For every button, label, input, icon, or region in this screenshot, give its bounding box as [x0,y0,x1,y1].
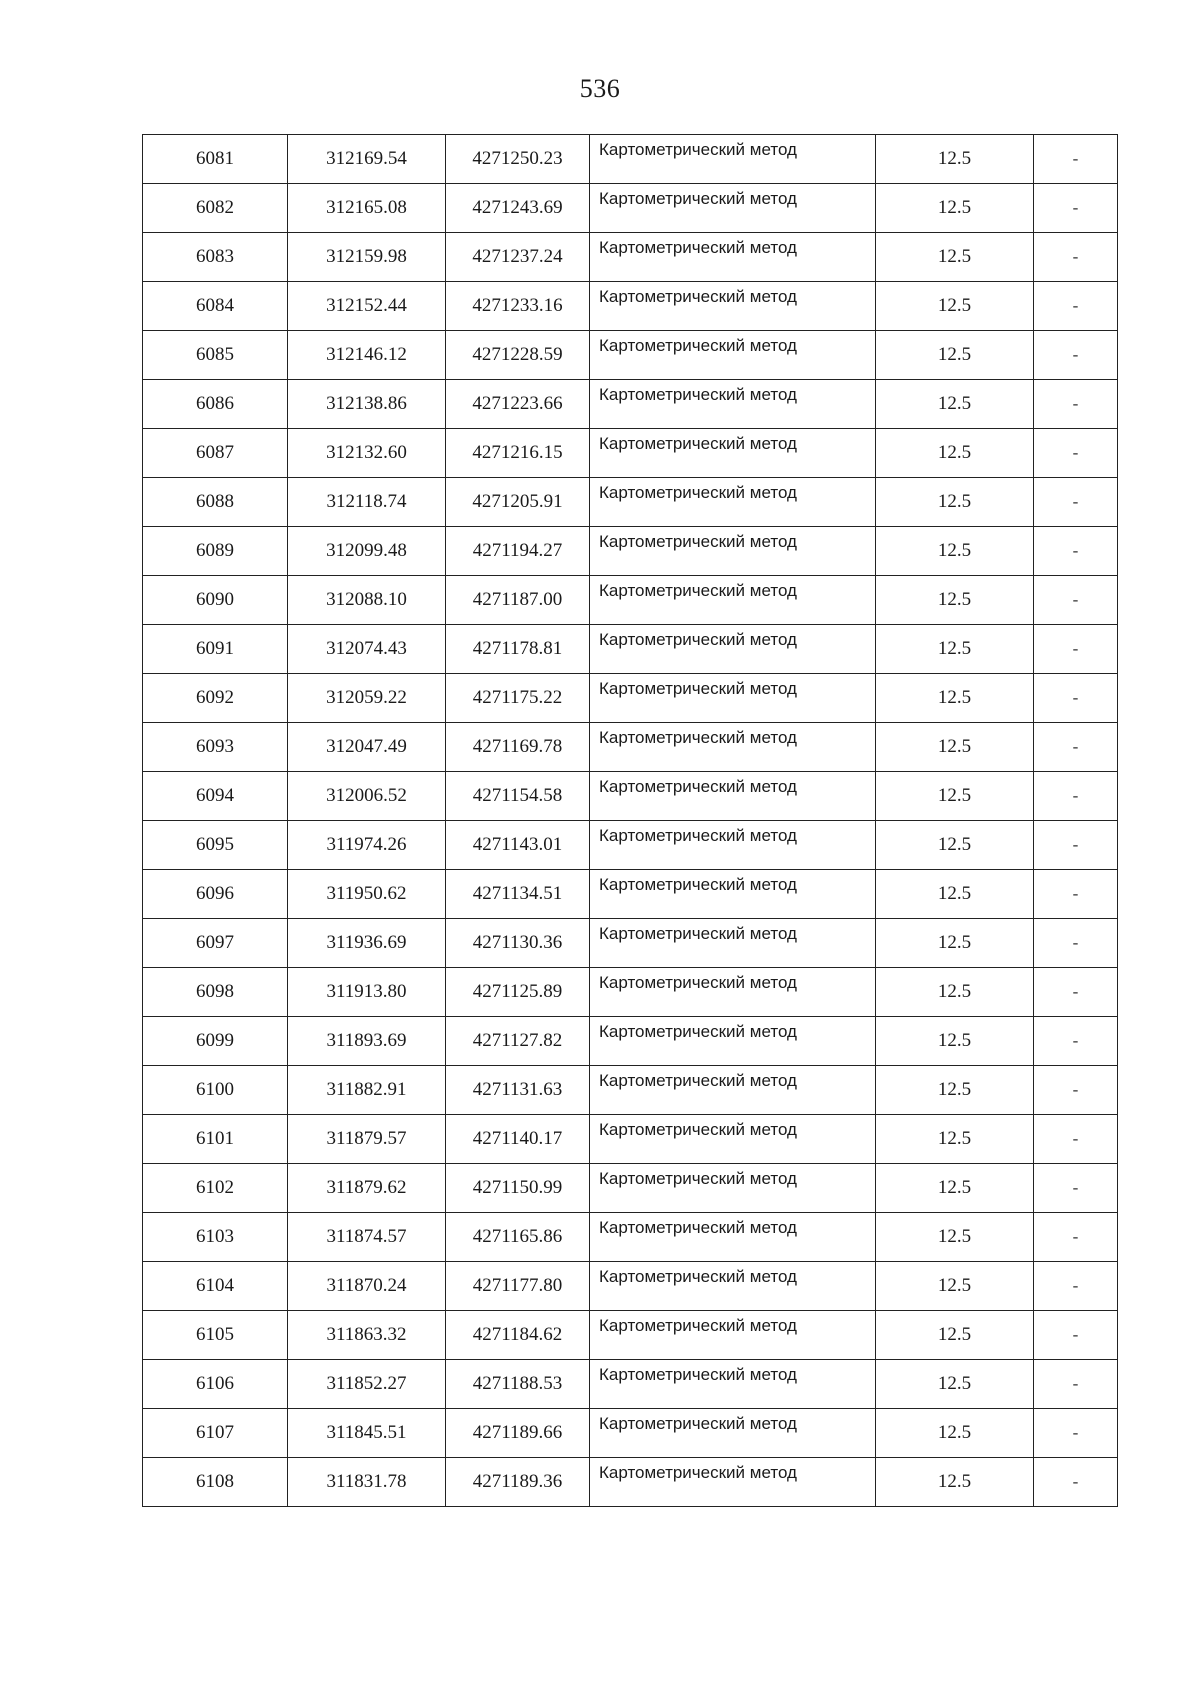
method-cell: Картометрический метод [590,527,876,576]
method-cell: Картометрический метод [590,1017,876,1066]
point-number-cell: 6091 [143,625,288,674]
accuracy-cell: 12.5 [876,968,1034,1017]
x-coordinate-cell: 312138.86 [288,380,446,429]
x-coordinate-cell: 311831.78 [288,1458,446,1507]
y-coordinate-cell: 4271233.16 [446,282,590,331]
accuracy-cell: 12.5 [876,821,1034,870]
y-coordinate-cell: 4271216.15 [446,429,590,478]
accuracy-cell: 12.5 [876,674,1034,723]
table-row [143,1360,1118,1409]
accuracy-cell: 12.5 [876,184,1034,233]
method-cell: Картометрический метод [590,1262,876,1311]
accuracy-cell: 12.5 [876,1458,1034,1507]
accuracy-cell: 12.5 [876,478,1034,527]
point-number-cell: 6103 [143,1213,288,1262]
method-cell: Картометрический метод [590,380,876,429]
accuracy-cell: 12.5 [876,576,1034,625]
accuracy-cell: 12.5 [876,331,1034,380]
y-coordinate-cell: 4271189.66 [446,1409,590,1458]
point-number-cell: 6083 [143,233,288,282]
note-cell: - [1034,1213,1118,1262]
y-coordinate-cell: 4271187.00 [446,576,590,625]
method-cell: Картометрический метод [590,1164,876,1213]
x-coordinate-cell: 311879.62 [288,1164,446,1213]
method-cell: Картометрический метод [590,135,876,184]
table-row [143,1262,1118,1311]
table-row [143,1409,1118,1458]
point-number-cell: 6090 [143,576,288,625]
point-number-cell: 6089 [143,527,288,576]
note-cell: - [1034,1066,1118,1115]
table-row [143,1164,1118,1213]
table-row [143,1115,1118,1164]
note-cell: - [1034,1311,1118,1360]
accuracy-cell: 12.5 [876,282,1034,331]
note-cell: - [1034,1262,1118,1311]
x-coordinate-cell: 311913.80 [288,968,446,1017]
table-row [143,380,1118,429]
method-cell: Картометрический метод [590,429,876,478]
y-coordinate-cell: 4271243.69 [446,184,590,233]
table-row [143,674,1118,723]
x-coordinate-cell: 311879.57 [288,1115,446,1164]
note-cell: - [1034,282,1118,331]
note-cell: - [1034,821,1118,870]
x-coordinate-cell: 311882.91 [288,1066,446,1115]
y-coordinate-cell: 4271130.36 [446,919,590,968]
table-row [143,576,1118,625]
point-number-cell: 6084 [143,282,288,331]
method-cell: Картометрический метод [590,919,876,968]
point-number-cell: 6097 [143,919,288,968]
y-coordinate-cell: 4271131.63 [446,1066,590,1115]
table-row [143,1458,1118,1507]
x-coordinate-cell: 311870.24 [288,1262,446,1311]
x-coordinate-cell: 311936.69 [288,919,446,968]
method-cell: Картометрический метод [590,1066,876,1115]
table-row [143,1017,1118,1066]
accuracy-cell: 12.5 [876,1017,1034,1066]
y-coordinate-cell: 4271184.62 [446,1311,590,1360]
method-cell: Картометрический метод [590,282,876,331]
y-coordinate-cell: 4271250.23 [446,135,590,184]
point-number-cell: 6087 [143,429,288,478]
method-cell: Картометрический метод [590,1115,876,1164]
accuracy-cell: 12.5 [876,723,1034,772]
accuracy-cell: 12.5 [876,870,1034,919]
y-coordinate-cell: 4271205.91 [446,478,590,527]
note-cell: - [1034,576,1118,625]
x-coordinate-cell: 312132.60 [288,429,446,478]
table-row [143,625,1118,674]
x-coordinate-cell: 312074.43 [288,625,446,674]
method-cell: Картометрический метод [590,1458,876,1507]
point-number-cell: 6107 [143,1409,288,1458]
y-coordinate-cell: 4271177.80 [446,1262,590,1311]
note-cell: - [1034,1409,1118,1458]
point-number-cell: 6081 [143,135,288,184]
point-number-cell: 6088 [143,478,288,527]
note-cell: - [1034,968,1118,1017]
table-row [143,135,1118,184]
note-cell: - [1034,1458,1118,1507]
x-coordinate-cell: 312159.98 [288,233,446,282]
table-row [143,870,1118,919]
point-number-cell: 6100 [143,1066,288,1115]
y-coordinate-cell: 4271175.22 [446,674,590,723]
note-cell: - [1034,135,1118,184]
method-cell: Картометрический метод [590,1213,876,1262]
note-cell: - [1034,184,1118,233]
note-cell: - [1034,429,1118,478]
note-cell: - [1034,233,1118,282]
y-coordinate-cell: 4271125.89 [446,968,590,1017]
x-coordinate-cell: 312146.12 [288,331,446,380]
method-cell: Картометрический метод [590,772,876,821]
y-coordinate-cell: 4271223.66 [446,380,590,429]
accuracy-cell: 12.5 [876,1311,1034,1360]
point-number-cell: 6092 [143,674,288,723]
y-coordinate-cell: 4271154.58 [446,772,590,821]
table-row [143,723,1118,772]
note-cell: - [1034,919,1118,968]
x-coordinate-cell: 311863.32 [288,1311,446,1360]
coordinates-table [142,134,1118,1507]
x-coordinate-cell: 312152.44 [288,282,446,331]
point-number-cell: 6108 [143,1458,288,1507]
x-coordinate-cell: 312059.22 [288,674,446,723]
x-coordinate-cell: 312169.54 [288,135,446,184]
x-coordinate-cell: 311852.27 [288,1360,446,1409]
point-number-cell: 6104 [143,1262,288,1311]
table-row [143,331,1118,380]
y-coordinate-cell: 4271150.99 [446,1164,590,1213]
table-row [143,184,1118,233]
accuracy-cell: 12.5 [876,1066,1034,1115]
point-number-cell: 6105 [143,1311,288,1360]
accuracy-cell: 12.5 [876,919,1034,968]
note-cell: - [1034,674,1118,723]
note-cell: - [1034,380,1118,429]
y-coordinate-cell: 4271165.86 [446,1213,590,1262]
accuracy-cell: 12.5 [876,1115,1034,1164]
accuracy-cell: 12.5 [876,1164,1034,1213]
note-cell: - [1034,1360,1118,1409]
y-coordinate-cell: 4271188.53 [446,1360,590,1409]
point-number-cell: 6106 [143,1360,288,1409]
table-row [143,919,1118,968]
note-cell: - [1034,772,1118,821]
x-coordinate-cell: 312088.10 [288,576,446,625]
note-cell: - [1034,527,1118,576]
accuracy-cell: 12.5 [876,1360,1034,1409]
method-cell: Картометрический метод [590,331,876,380]
accuracy-cell: 12.5 [876,429,1034,478]
method-cell: Картометрический метод [590,870,876,919]
coordinates-table-body [143,135,1118,1507]
table-row [143,968,1118,1017]
method-cell: Картометрический метод [590,821,876,870]
method-cell: Картометрический метод [590,233,876,282]
table-row [143,527,1118,576]
method-cell: Картометрический метод [590,1311,876,1360]
method-cell: Картометрический метод [590,723,876,772]
x-coordinate-cell: 311950.62 [288,870,446,919]
point-number-cell: 6094 [143,772,288,821]
accuracy-cell: 12.5 [876,380,1034,429]
y-coordinate-cell: 4271169.78 [446,723,590,772]
x-coordinate-cell: 312099.48 [288,527,446,576]
accuracy-cell: 12.5 [876,233,1034,282]
note-cell: - [1034,625,1118,674]
note-cell: - [1034,331,1118,380]
table-row [143,1066,1118,1115]
page-number: 536 [579,74,621,103]
x-coordinate-cell: 312006.52 [288,772,446,821]
y-coordinate-cell: 4271178.81 [446,625,590,674]
method-cell: Картометрический метод [590,1360,876,1409]
x-coordinate-cell: 312165.08 [288,184,446,233]
y-coordinate-cell: 4271189.36 [446,1458,590,1507]
method-cell: Картометрический метод [590,576,876,625]
table-row [143,478,1118,527]
accuracy-cell: 12.5 [876,625,1034,674]
y-coordinate-cell: 4271237.24 [446,233,590,282]
method-cell: Картометрический метод [590,968,876,1017]
x-coordinate-cell: 311845.51 [288,1409,446,1458]
accuracy-cell: 12.5 [876,1213,1034,1262]
point-number-cell: 6086 [143,380,288,429]
y-coordinate-cell: 4271228.59 [446,331,590,380]
table-row [143,1311,1118,1360]
method-cell: Картометрический метод [590,1409,876,1458]
accuracy-cell: 12.5 [876,772,1034,821]
point-number-cell: 6085 [143,331,288,380]
y-coordinate-cell: 4271143.01 [446,821,590,870]
point-number-cell: 6095 [143,821,288,870]
accuracy-cell: 12.5 [876,527,1034,576]
y-coordinate-cell: 4271134.51 [446,870,590,919]
table-row [143,821,1118,870]
y-coordinate-cell: 4271140.17 [446,1115,590,1164]
point-number-cell: 6101 [143,1115,288,1164]
table-row [143,233,1118,282]
point-number-cell: 6096 [143,870,288,919]
table-row [143,282,1118,331]
table-row [143,429,1118,478]
x-coordinate-cell: 312118.74 [288,478,446,527]
point-number-cell: 6082 [143,184,288,233]
note-cell: - [1034,1017,1118,1066]
note-cell: - [1034,870,1118,919]
method-cell: Картометрический метод [590,478,876,527]
method-cell: Картометрический метод [590,184,876,233]
method-cell: Картометрический метод [590,674,876,723]
point-number-cell: 6099 [143,1017,288,1066]
accuracy-cell: 12.5 [876,1409,1034,1458]
accuracy-cell: 12.5 [876,1262,1034,1311]
note-cell: - [1034,478,1118,527]
method-cell: Картометрический метод [590,625,876,674]
note-cell: - [1034,1164,1118,1213]
x-coordinate-cell: 311974.26 [288,821,446,870]
table-row [143,1213,1118,1262]
note-cell: - [1034,723,1118,772]
point-number-cell: 6098 [143,968,288,1017]
x-coordinate-cell: 311874.57 [288,1213,446,1262]
x-coordinate-cell: 312047.49 [288,723,446,772]
note-cell: - [1034,1115,1118,1164]
x-coordinate-cell: 311893.69 [288,1017,446,1066]
table-row [143,772,1118,821]
point-number-cell: 6093 [143,723,288,772]
y-coordinate-cell: 4271127.82 [446,1017,590,1066]
point-number-cell: 6102 [143,1164,288,1213]
accuracy-cell: 12.5 [876,135,1034,184]
y-coordinate-cell: 4271194.27 [446,527,590,576]
